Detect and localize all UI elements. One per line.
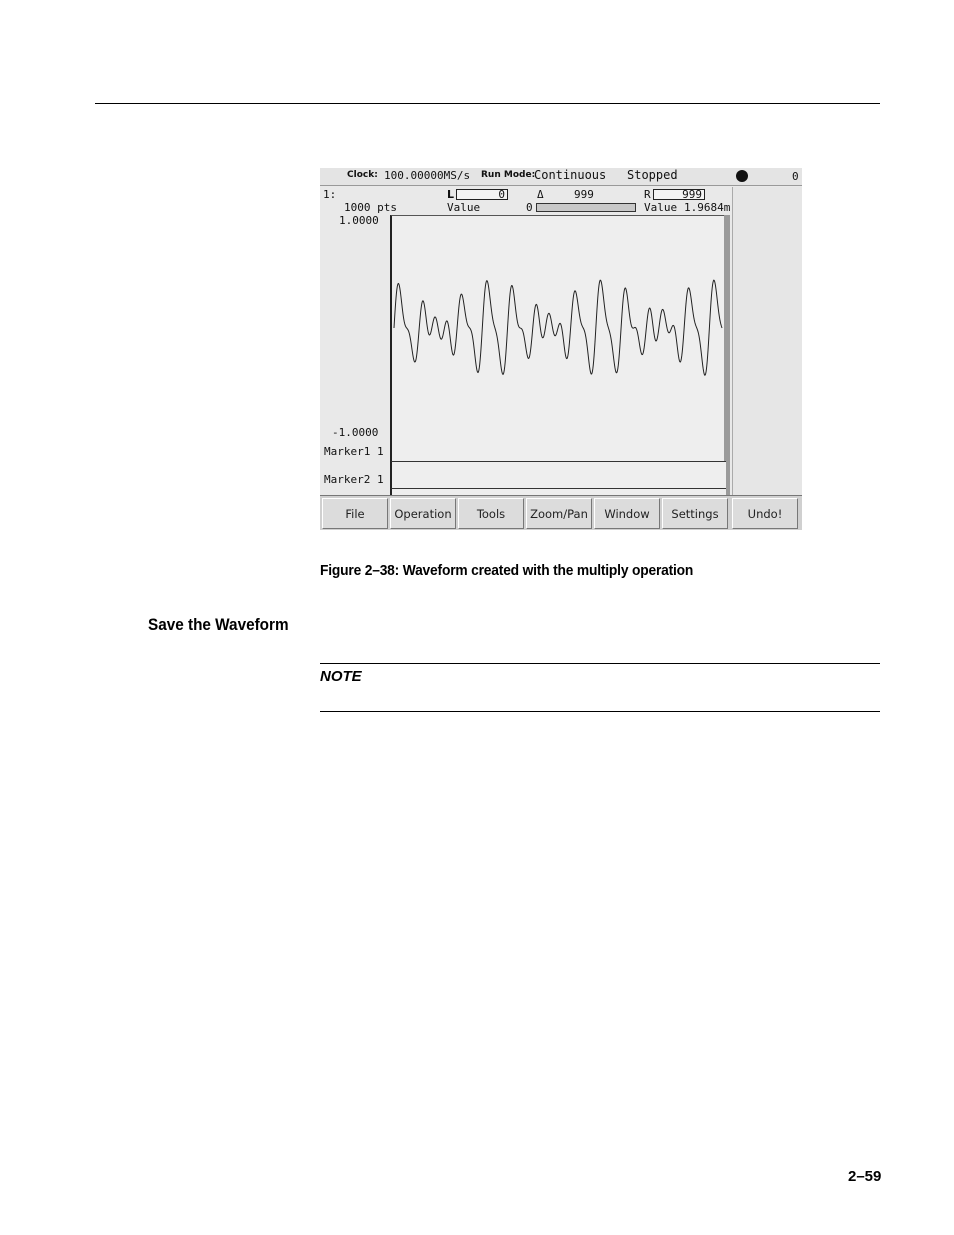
y-max-label: 1.0000 xyxy=(339,214,379,227)
marker2-label: Marker2 1 xyxy=(324,473,384,486)
menu-settings-button[interactable]: Settings xyxy=(662,498,728,529)
menu-operation-button[interactable]: Operation xyxy=(390,498,456,529)
delta-icon: Δ xyxy=(537,188,544,201)
note-top-rule xyxy=(320,663,880,664)
status-bar xyxy=(320,168,802,186)
waveform-trace xyxy=(394,280,722,375)
right-cursor-label: R xyxy=(644,188,651,201)
figure-caption: Figure 2–38: Waveform created with the multiply operation xyxy=(320,562,694,579)
marker1-label: Marker1 1 xyxy=(324,445,384,458)
waveform-plot[interactable] xyxy=(390,215,726,462)
menu-bar xyxy=(320,495,802,530)
left-value: 0 xyxy=(526,201,533,214)
knob-icon xyxy=(736,170,748,182)
note-label: NOTE xyxy=(320,668,362,685)
right-value: 1.9684m xyxy=(684,201,731,214)
menu-window-button[interactable]: Window xyxy=(594,498,660,529)
points-label: 1000 pts xyxy=(344,201,397,214)
knob-counter: 0 xyxy=(792,170,799,183)
note-bottom-rule xyxy=(320,711,880,712)
value-slider[interactable] xyxy=(536,203,636,212)
right-value-label: Value xyxy=(644,201,678,214)
clock-value: 100.00000MS/s xyxy=(384,169,471,182)
menu-file-button[interactable]: File xyxy=(322,498,388,529)
marker2-track xyxy=(390,488,726,495)
clock-label: Clock: xyxy=(347,170,378,180)
menu-tools-button[interactable]: Tools xyxy=(458,498,524,529)
left-value-label: Value xyxy=(447,201,481,214)
marker1-track xyxy=(390,461,726,489)
left-cursor-field[interactable]: 0 xyxy=(456,189,508,200)
side-panel xyxy=(732,187,802,495)
right-cursor-field[interactable]: 999 xyxy=(653,189,705,200)
run-state: Stopped xyxy=(627,168,678,182)
runmode-label: Run Mode: xyxy=(481,170,536,180)
menu-undo-button[interactable]: Undo! xyxy=(732,498,798,529)
y-min-label: -1.0000 xyxy=(332,426,379,439)
channel-label: 1: xyxy=(323,188,337,201)
vertical-scrollbar[interactable] xyxy=(724,215,730,495)
page-number: 2–59 xyxy=(848,1168,882,1185)
section-title: Save the Waveform xyxy=(148,615,289,634)
delta-value: 999 xyxy=(574,188,594,201)
menu-zoom-pan-button[interactable]: Zoom/Pan xyxy=(526,498,592,529)
top-rule xyxy=(95,103,880,104)
left-cursor-label: L xyxy=(447,188,455,201)
runmode-value: Continuous xyxy=(534,168,607,182)
awg-screenshot xyxy=(320,168,802,530)
